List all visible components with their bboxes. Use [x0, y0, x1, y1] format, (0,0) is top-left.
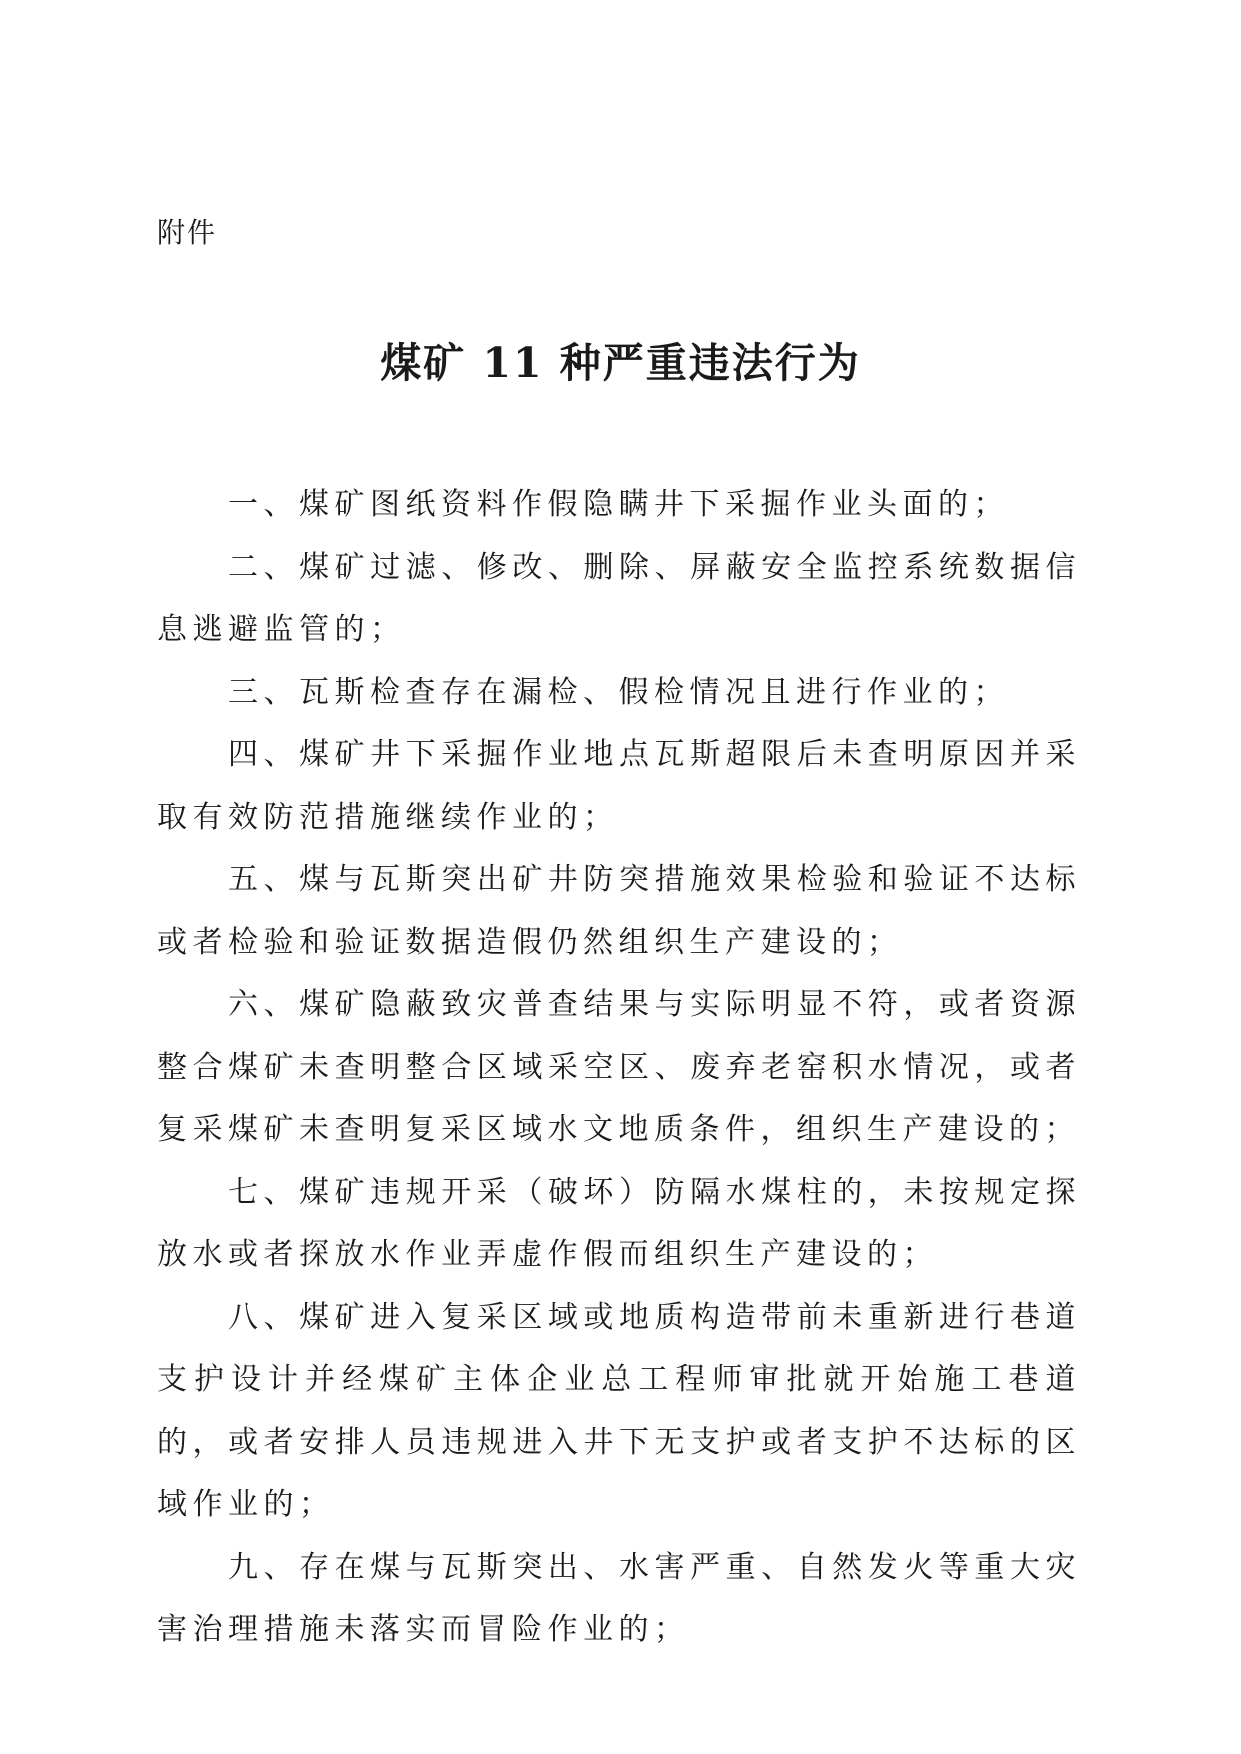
list-item: 三、瓦斯检查存在漏检、假检情况且进行作业的； — [228, 674, 1009, 710]
document-body — [157, 474, 1081, 1662]
list-item: 四、煤矿井下采掘作业地点瓦斯超限后未查明原因并采取有效防范措施继续作业的； — [157, 737, 1081, 835]
document-title: 煤矿 11 种严重违法行为 — [380, 339, 861, 387]
list-item: 二、煤矿过滤、修改、删除、屏蔽安全监控系统数据信息逃避监管的； — [157, 549, 1081, 647]
list-item: 九、存在煤与瓦斯突出、水害严重、自然发火等重大灾害治理措施未落实而冒险作业的； — [157, 1549, 1081, 1647]
list-item: 一、煤矿图纸资料作假隐瞒井下采掘作业头面的； — [228, 487, 1009, 522]
list-item: 八、煤矿进入复采区域或地质构造带前未重新进行巷道支护设计并经煤矿主体企业总工程师审批就开始施工巷道的，或者安排人员违规进入井下无支护或者支护不达标的区域作业的； — [157, 1299, 1081, 1522]
attachment-label: 附件 — [157, 216, 218, 249]
list-item: 七、煤矿违规开采（破坏）防隔水煤柱的，未按规定探放水或者探放水作业弄虚作假而组织生产建设的； — [157, 1174, 1081, 1272]
list-item: 五、煤与瓦斯突出矿井防突措施效果检验和验证不达标或者检验和验证数据造假仍然组织生产建设的； — [157, 862, 1081, 960]
list-item: 六、煤矿隐蔽致灾普查结果与实际明显不符，或者资源整合煤矿未查明整合区域采空区、废弃老窑积水情况，或者复采煤矿未查明复采区域水文地质条件，组织生产建设的； — [157, 987, 1081, 1147]
